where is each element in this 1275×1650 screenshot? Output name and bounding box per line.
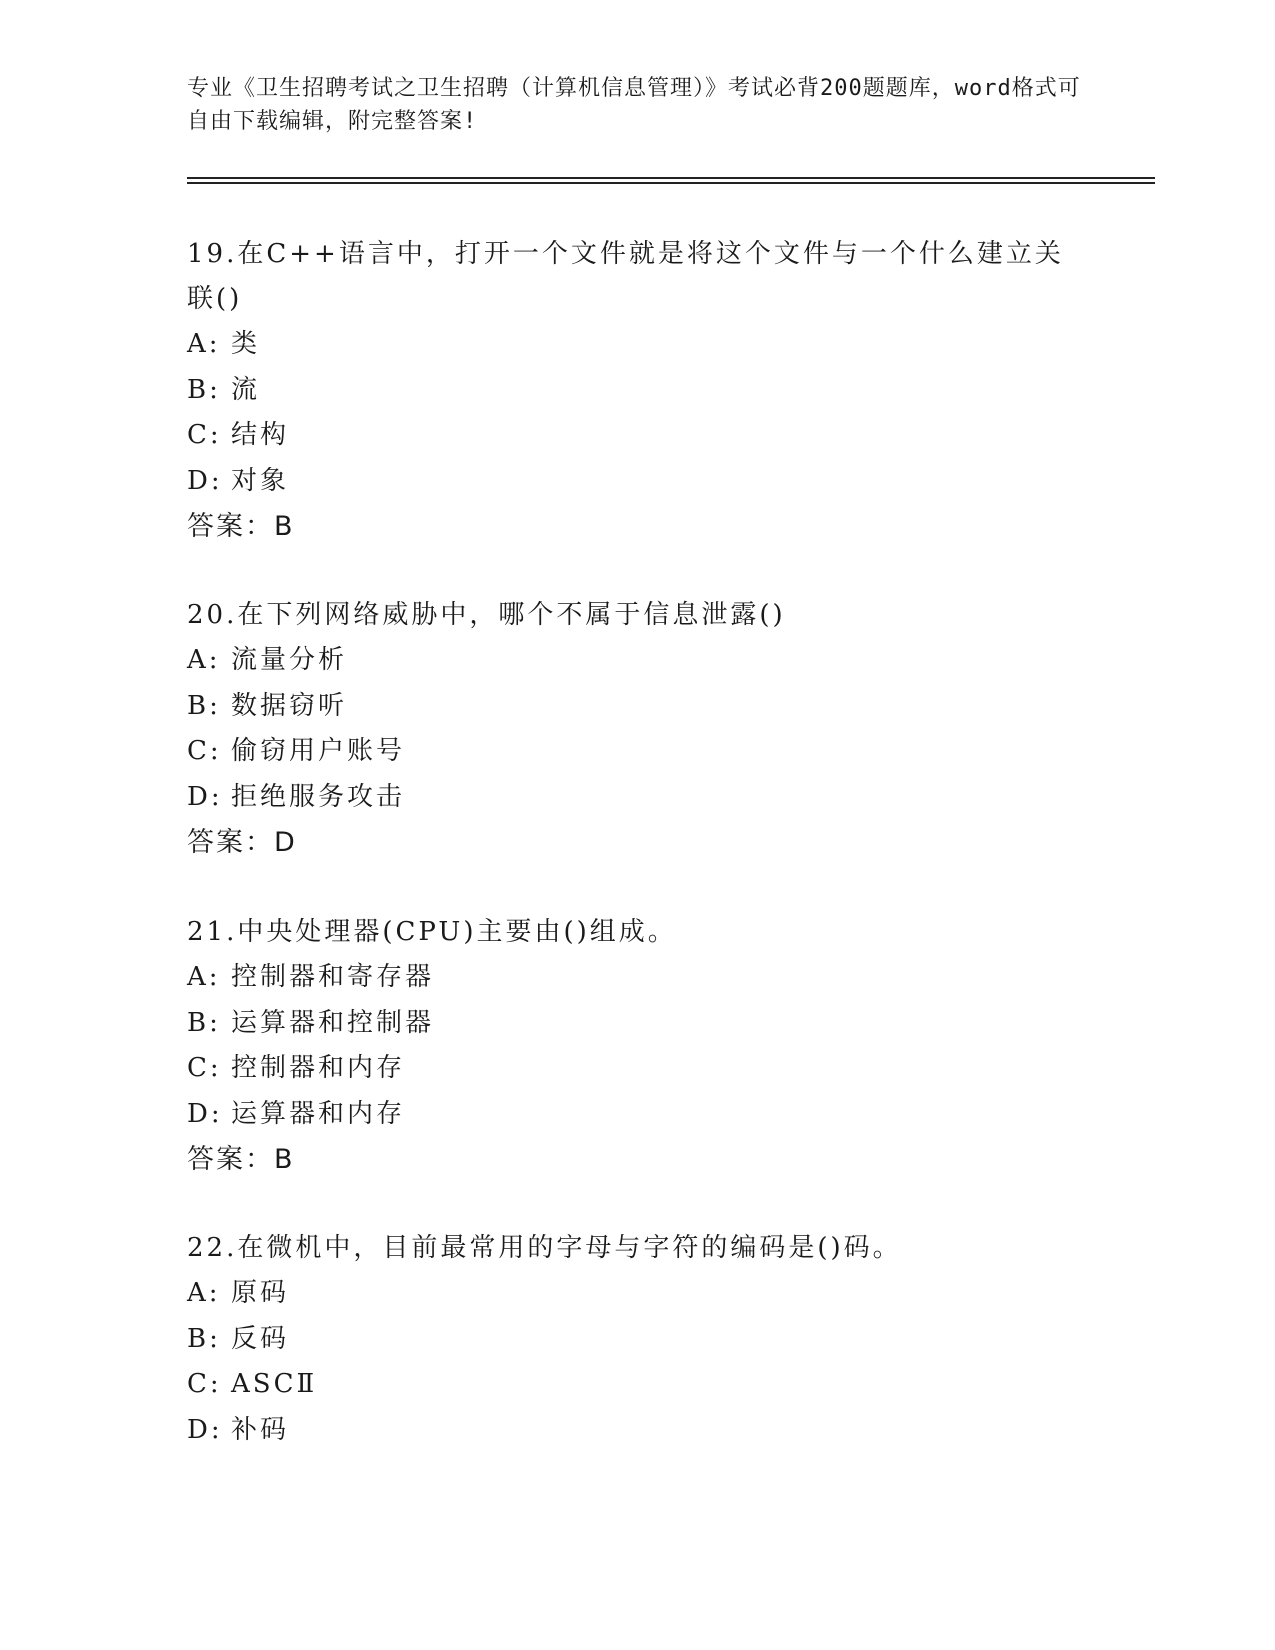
option-key: B:: [187, 1323, 221, 1354]
option-a: [187, 1271, 1087, 1317]
option-text: 拒绝服务攻击: [231, 781, 406, 812]
option-text: 反码: [231, 1323, 290, 1354]
question-text: 21.中央处理器(CPU)主要由()组成。: [187, 917, 677, 947]
option-b: [187, 684, 1087, 730]
option-text: 控制器和内存: [231, 1053, 406, 1083]
option-key: A:: [187, 962, 221, 992]
option-text: 原码: [231, 1278, 290, 1308]
option-a: [187, 638, 1087, 684]
option-text: 运算器和内存: [231, 1098, 406, 1129]
option-text: 运算器和控制器: [231, 1007, 435, 1038]
option-d: [187, 459, 1087, 505]
option-text: 数据窃听: [231, 690, 348, 721]
option-key: D:: [187, 781, 223, 812]
option-b: [187, 1317, 1087, 1363]
option-d: [187, 1408, 1087, 1454]
option-key: D:: [187, 465, 223, 496]
option-text: 流量分析: [231, 645, 348, 675]
option-key: B:: [187, 1007, 221, 1038]
option-text: 补码: [231, 1414, 290, 1445]
option-a: [187, 955, 1087, 1001]
option-a: [187, 322, 1087, 368]
option-c: [187, 729, 1087, 775]
option-text: 控制器和寄存器: [231, 962, 435, 992]
option-c: [187, 1046, 1087, 1092]
option-key: A:: [187, 645, 221, 675]
question-20: [187, 593, 1087, 866]
option-key: D:: [187, 1414, 223, 1445]
option-key: B:: [187, 374, 221, 405]
question-text: 22.在微机中，目前最常用的字母与字符的编码是()码。: [187, 1233, 902, 1263]
option-b: [187, 1001, 1087, 1047]
option-key: C:: [187, 1369, 222, 1399]
option-key: B:: [187, 690, 221, 721]
question-21: [187, 910, 1087, 1183]
option-key: C:: [187, 1053, 222, 1083]
header-rule-top: [187, 177, 1155, 179]
option-text: 流: [231, 374, 261, 405]
option-text: 对象: [231, 465, 290, 496]
option-d: [187, 1092, 1087, 1138]
question-22: [187, 1226, 1087, 1453]
document-header: 专业《卫生招聘考试之卫生招聘（计算机信息管理）》考试必背200题题库，word格式可自由下载编辑，附完整答案!: [187, 76, 1081, 134]
header-rule-bottom: [187, 182, 1155, 184]
option-text: 偷窃用户账号: [231, 736, 406, 766]
option-text: ASCⅡ: [231, 1369, 318, 1399]
question-text: 20.在下列网络威胁中，哪个不属于信息泄露(): [187, 600, 786, 630]
question-text: 19.在C++语言中，打开一个文件就是将这个文件与一个什么建立关联(): [187, 239, 1064, 314]
option-key: C:: [187, 420, 222, 450]
option-b: [187, 368, 1087, 414]
option-c: [187, 1362, 1087, 1408]
answer-line: 答案：B: [187, 1144, 295, 1175]
option-text: 结构: [231, 420, 290, 450]
answer-line: 答案：B: [187, 511, 295, 542]
option-c: [187, 413, 1087, 459]
question-19: [187, 232, 1087, 550]
option-key: D:: [187, 1098, 223, 1129]
option-key: A:: [187, 1278, 221, 1308]
answer-line: 答案：D: [187, 827, 297, 858]
option-key: A:: [187, 329, 221, 359]
option-key: C:: [187, 736, 222, 766]
option-text: 类: [231, 329, 261, 359]
option-d: [187, 775, 1087, 821]
